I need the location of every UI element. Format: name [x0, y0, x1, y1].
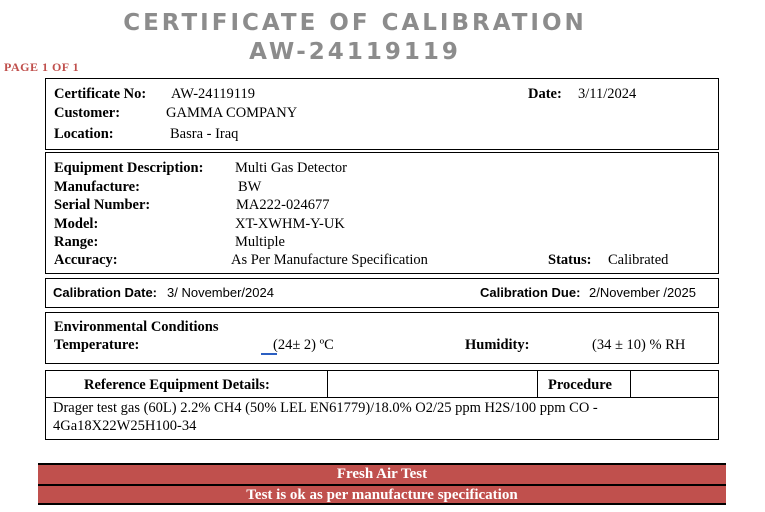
- manufacture-label: Manufacture:: [54, 179, 140, 195]
- procedure-header: Procedure: [548, 377, 612, 393]
- model-label: Model:: [54, 216, 99, 232]
- model-value: XT-XWHM-Y-UK: [235, 216, 345, 232]
- table-column-divider: [327, 371, 328, 397]
- location-label: Location:: [54, 126, 114, 142]
- calibration-dates-box: [45, 278, 719, 308]
- certificate-title: CERTIFICATE OF CALIBRATION: [123, 10, 587, 36]
- band-bottom-rule: [38, 503, 726, 505]
- temperature-value: (24± 2) ºC: [273, 337, 334, 353]
- calibration-due-label: Calibration Due:: [480, 285, 581, 300]
- date-value: 3/11/2024: [578, 86, 637, 102]
- reference-details-line-2: 4Ga18X22W25H100-34: [53, 418, 197, 434]
- serial-number-label: Serial Number:: [54, 197, 151, 213]
- table-divider: [46, 397, 718, 398]
- environmental-conditions-box: [45, 312, 719, 364]
- humidity-label: Humidity:: [465, 337, 530, 353]
- reference-details-line-1: Drager test gas (60L) 2.2% CH4 (50% LEL EN61779)/18.0% O2/25 ppm H2S/100 ppm CO -: [53, 400, 598, 416]
- reference-equipment-header: Reference Equipment Details:: [84, 377, 270, 393]
- accuracy-label: Accuracy:: [54, 252, 118, 268]
- table-column-divider: [537, 371, 538, 397]
- serial-number-value: MA222-024677: [236, 197, 330, 213]
- environmental-conditions-heading: Environmental Conditions: [54, 319, 219, 335]
- accuracy-value: As Per Manufacture Specification: [231, 252, 428, 268]
- page-label: PAGE 1 OF 1: [4, 60, 80, 74]
- status-value: Calibrated: [608, 252, 669, 268]
- calibration-date-value: 3/ November/2024: [167, 285, 274, 300]
- humidity-value: (34 ± 10) % RH: [592, 337, 686, 353]
- cert-no-label: Certificate No:: [54, 86, 147, 102]
- date-label: Date:: [528, 86, 562, 102]
- equipment-box: [45, 152, 719, 274]
- table-column-divider: [630, 371, 631, 397]
- range-label: Range:: [54, 234, 99, 250]
- certificate-info-box: [45, 78, 719, 150]
- reference-equipment-table: [45, 370, 719, 440]
- equipment-description-value: Multi Gas Detector: [235, 160, 347, 176]
- certificate-code-heading: AW-24119119: [249, 39, 461, 65]
- range-value: Multiple: [235, 234, 285, 250]
- equipment-description-label: Equipment Description:: [54, 160, 204, 176]
- fresh-air-test-result: Test is ok as per manufacture specification: [38, 486, 726, 505]
- fresh-air-test-title: Fresh Air Test: [38, 465, 726, 484]
- temperature-cursor-mark: [261, 353, 277, 355]
- status-label: Status:: [548, 252, 592, 268]
- calibration-due-value: 2/November /2025: [589, 285, 696, 300]
- customer-value: GAMMA COMPANY: [166, 105, 298, 121]
- manufacture-value: BW: [238, 179, 262, 195]
- location-value: Basra - Iraq: [170, 126, 239, 142]
- customer-label: Customer:: [54, 105, 121, 121]
- calibration-date-label: Calibration Date:: [53, 285, 158, 300]
- cert-no-value: AW-24119119: [171, 86, 255, 102]
- temperature-label: Temperature:: [54, 337, 140, 353]
